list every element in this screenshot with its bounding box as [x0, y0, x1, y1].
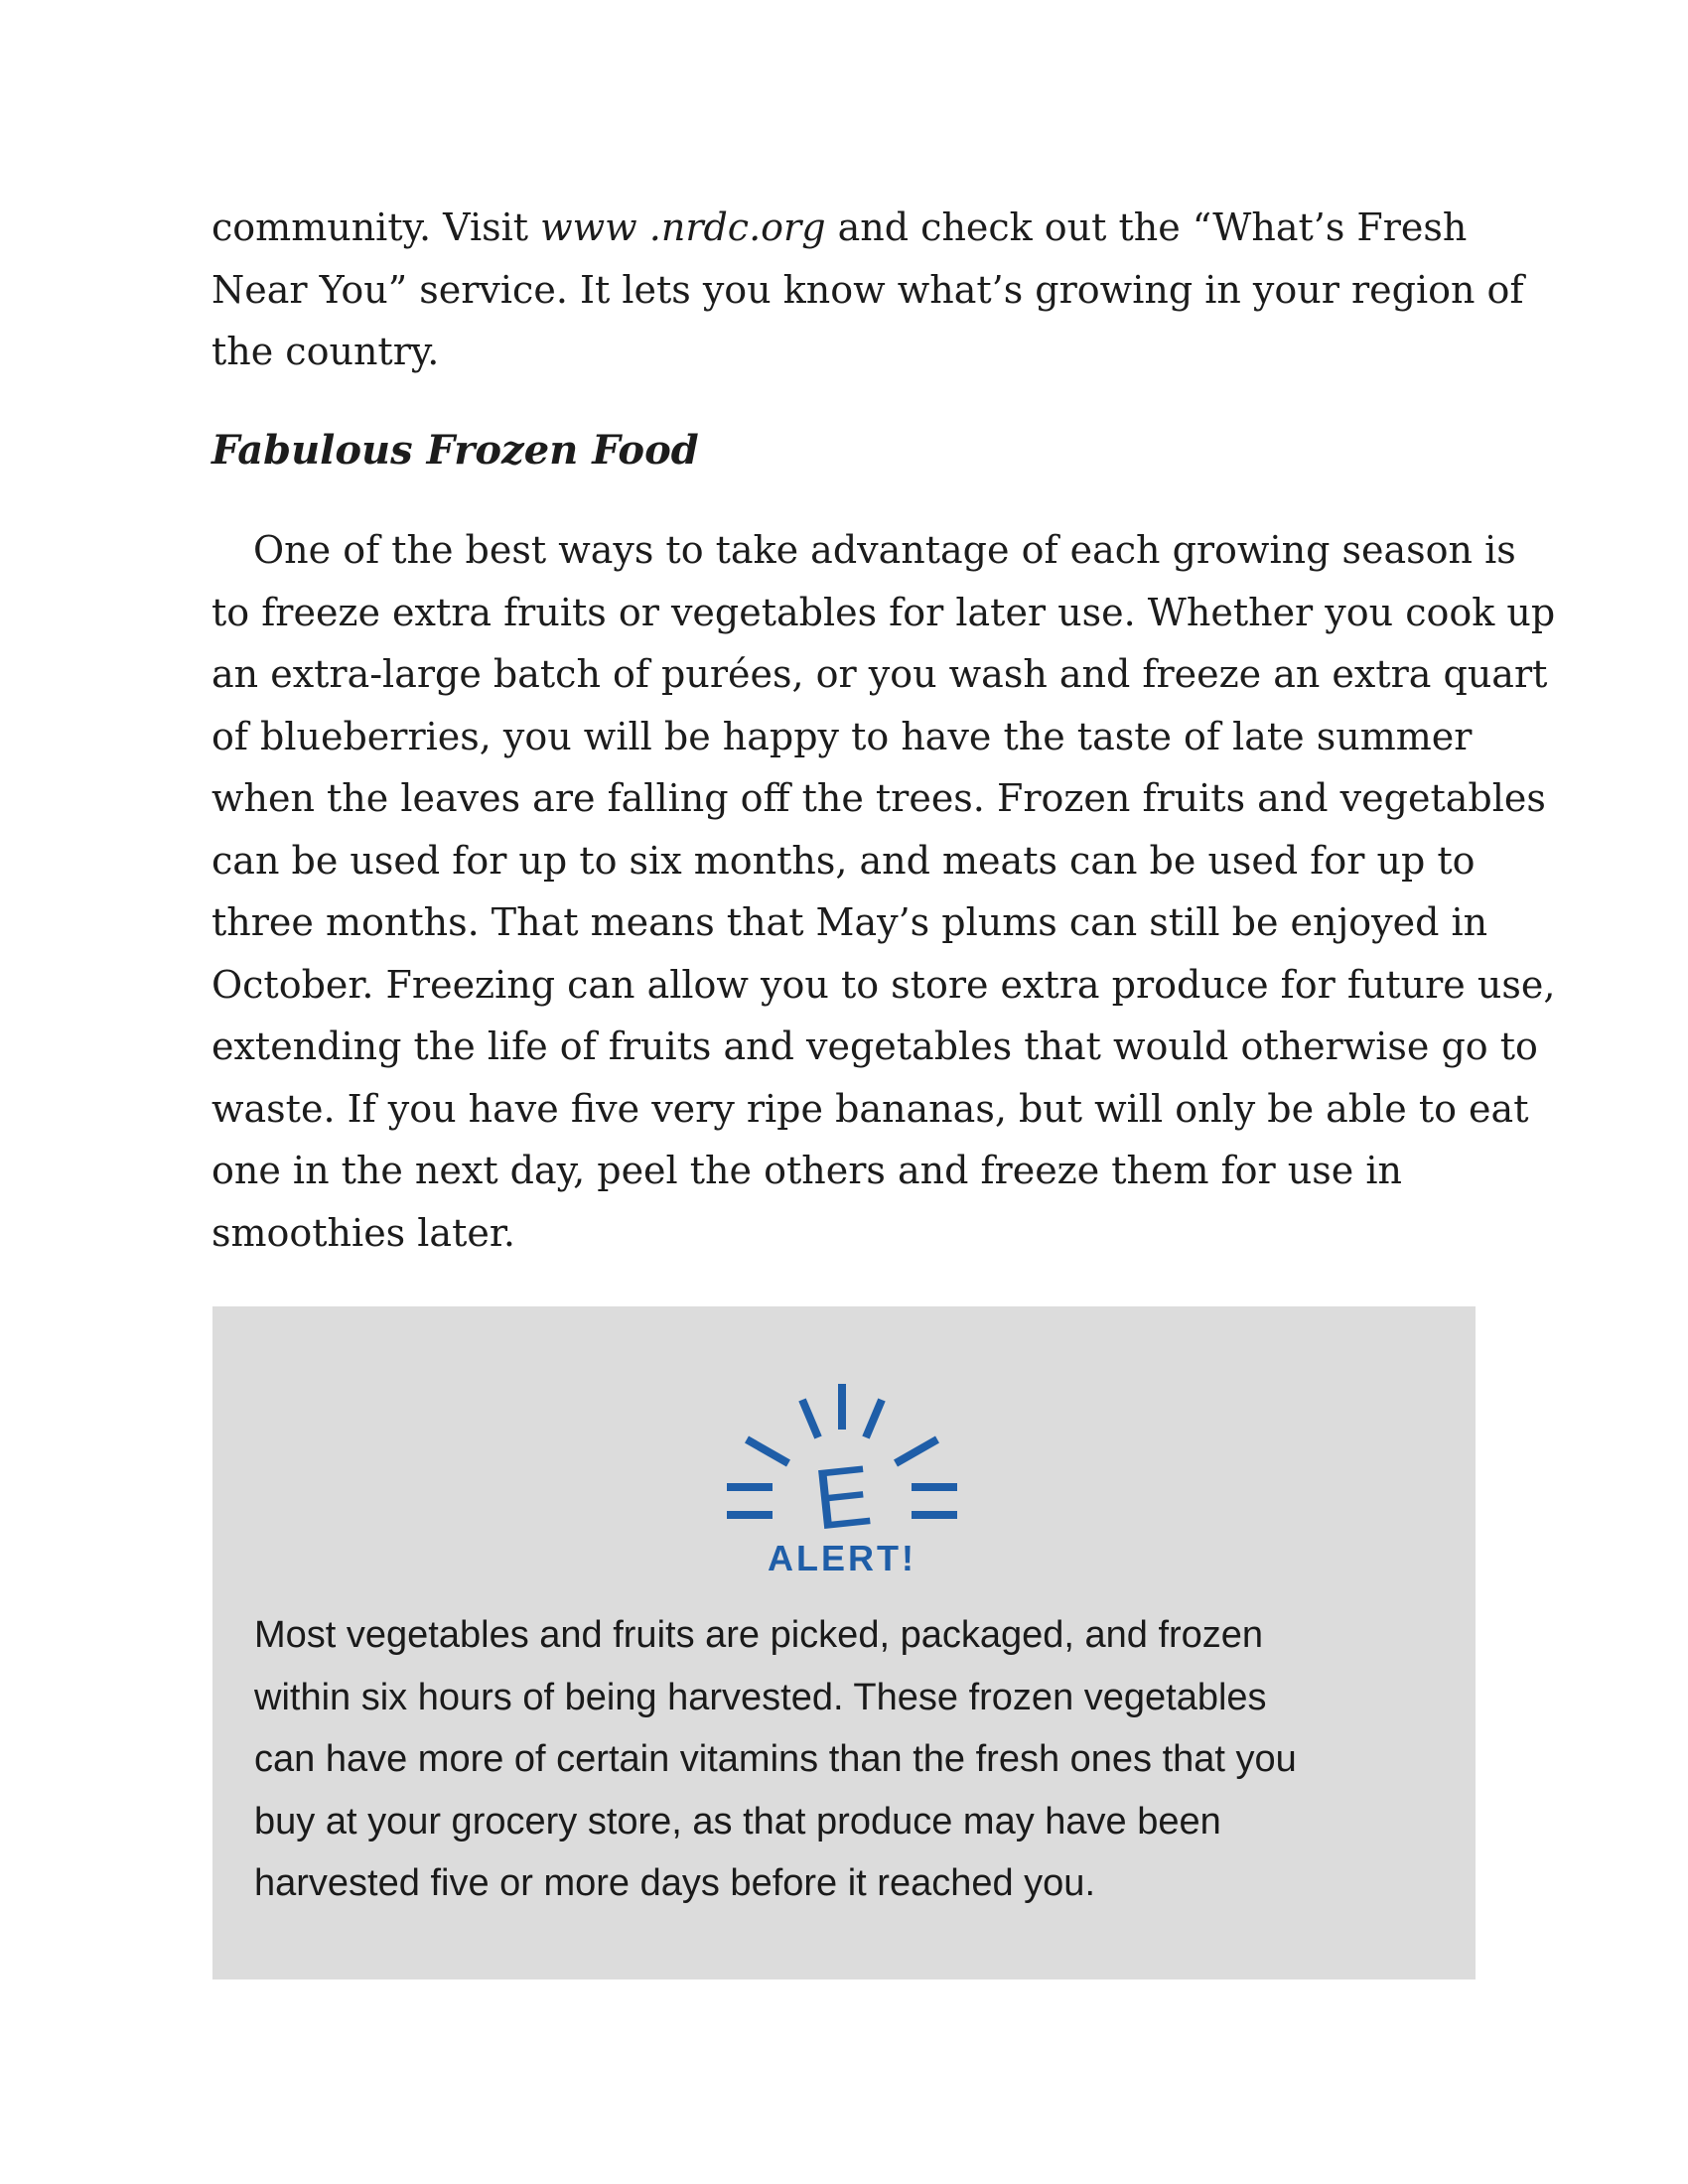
body-line: One of the best ways to take advantage of each growing season is	[253, 528, 1516, 572]
intro-line-3: the country.	[211, 330, 440, 373]
e-alert-icon	[723, 1382, 961, 1580]
body-line: waste. If you have five very ripe bananas, but will only be able to eat	[211, 1086, 1529, 1131]
body-line: to freeze extra fruits or vegetables for later use. Whether you cook up	[211, 590, 1556, 634]
alert-logo-letter: E	[809, 1447, 877, 1549]
body-line: of blueberries, you will be happy to have the taste of late summer	[211, 714, 1473, 758]
alert-logo-label: ALERT!	[768, 1538, 916, 1578]
body-line: one in the next day, peel the others and freeze them for use in	[211, 1149, 1402, 1192]
alert-line: within six hours of being harvested. These frozen vegetables	[254, 1676, 1267, 1718]
body-paragraph	[211, 519, 1556, 1264]
intro-paragraph	[211, 197, 1524, 383]
alert-line: Most vegetables and fruits are picked, packaged, and frozen	[254, 1614, 1264, 1656]
alert-line: harvested five or more days before it reached you.	[254, 1862, 1096, 1904]
intro-line-2: Near You” service. It lets you know what’s growing in your region of	[211, 267, 1524, 312]
body-line: three months. That means that May’s plums can still be enjoyed in	[211, 900, 1488, 944]
intro-line-1	[211, 197, 1502, 259]
nrdc-link: www .nrdc.org	[540, 205, 826, 249]
body-line: extending the life of fruits and vegetables that would otherwise go to	[211, 1024, 1538, 1068]
body-line: smoothies later.	[211, 1210, 515, 1255]
alert-text	[254, 1604, 1297, 1915]
body-line: can be used for up to six months, and meats can be used for up to	[211, 838, 1476, 883]
section-heading: Fabulous Frozen Food	[211, 427, 699, 474]
body-line: October. Freezing can allow you to store extra produce for future use,	[211, 962, 1556, 1007]
body-line: an extra-large batch of purées, or you wash and freeze an extra quart	[211, 652, 1548, 696]
alert-callout	[212, 1306, 1476, 1979]
intro-line-1-text-end: and check out the “What’s Fresh	[825, 205, 1468, 249]
alert-line: can have more of certain vitamins than the fresh ones that you	[254, 1738, 1297, 1780]
body-line: when the leaves are falling off the trees. Frozen fruits and vegetables	[211, 776, 1546, 820]
intro-line-1-text: community. Visit	[211, 205, 541, 249]
alert-line: buy at your grocery store, as that produce may have been	[254, 1800, 1221, 1843]
